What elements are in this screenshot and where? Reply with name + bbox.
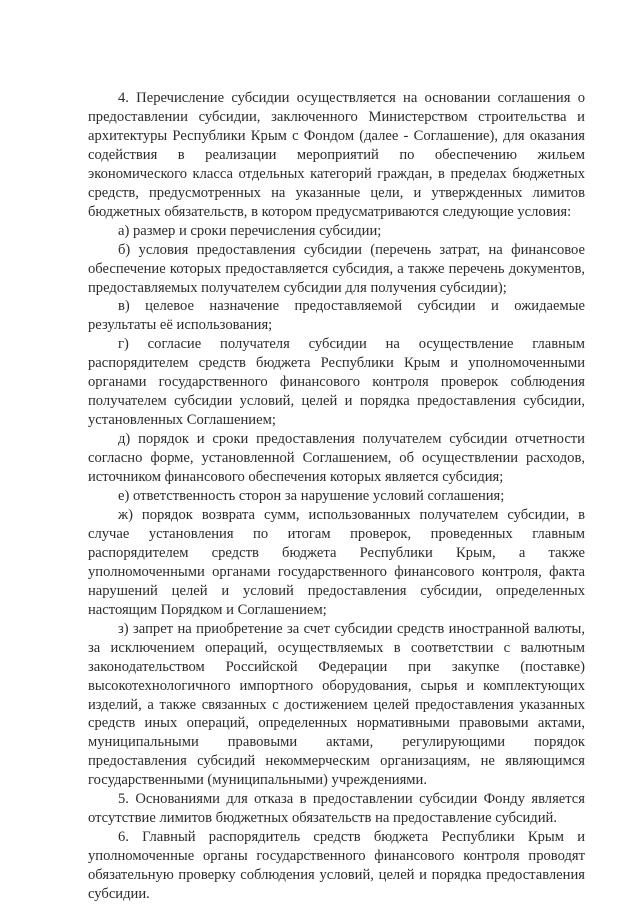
condition-d-reporting: д) порядок и сроки предоставления получателем субсидии отчетности согласно форме, установленной Соглашением, об осуществлении расходов, источником финансового обеспечения которых является субсидия;	[88, 431, 585, 486]
condition-e-liability: е) ответственность сторон за нарушение условий соглашения;	[118, 488, 505, 505]
condition-z-foreign-currency-ban: з) запрет на приобретение за счет субсидии средств иностранной валюты, за исключением операций, осуществляемых в соответствии с валютным законодательством Российской Федерации при закупке (поставке) высокотехнологичного импортного оборудования, сырья и комплектующих изделий, а также связанных с достижением целей предоставления указанных средств иных операций, определенных нормативными правовыми актами, муниципальными правовыми актами, регулирующими порядок предоставления субсидий некоммерческим организациям, не являющимся государственными (муниципальными) учреждениями.	[88, 620, 585, 789]
paragraph-4-transfer-terms: 4. Перечисление субсидии осуществляется на основании соглашения о предоставлении субсидии, заключенного Министерством строительства и архитектуры Республики Крым с Фондом (далее - Соглашение), для оказания содействия в реализации мероприятий по обеспечению жильем экономического класса отдельных категорий граждан, в пределах бюджетных средств, предусмотренных на указанные цели, и утвержденных лимитов бюджетных обязательств, в котором предусматриваются следующие условия:	[88, 90, 585, 220]
condition-a-amount-and-schedule: а) размер и сроки перечисления субсидии;	[118, 222, 382, 239]
document-page	[88, 89, 585, 904]
condition-g-consent-to-audit: г) согласие получателя субсидии на осуществление главным распорядителем средств бюджета Республики Крым и уполномоченными органами государственного финансового контроля проверок соблюдения получателем субсидии условий, целей и порядка предоставления субсидии, установленных Соглашением;	[88, 336, 585, 429]
condition-zh-refund-procedure: ж) порядок возврата сумм, использованных получателем субсидии, в случае установления по итогам проверок, проведенных главным распорядителем средств бюджета Республики Крым, а также уполномоченными органами государственного финансового контроля, факта нарушений целей и условий предоставления субсидии, определенных настоящим Порядком и Соглашением;	[88, 506, 585, 618]
paragraph-5-refusal-grounds: 5. Основаниями для отказа в предоставлении субсидии Фонду является отсутствие лимитов бюджетных обязательств на предоставление субсидий.	[88, 791, 585, 827]
condition-b-provision-terms: б) условия предоставления субсидии (перечень затрат, на финансовое обеспечение которых предоставляется субсидия, а также перечень документов, предоставляемых получателем субсидии для получения субсидии);	[88, 241, 585, 296]
paragraph-6-compliance-check: 6. Главный распорядитель средств бюджета Республики Крым и уполномоченные органы государственного финансового контроля проводят обязательную проверку соблюдения условий, целей и порядка предоставления субсидии.	[88, 829, 585, 903]
condition-v-purpose-and-results: в) целевое назначение предоставляемой субсидии и ожидаемые результаты её использования;	[88, 298, 585, 334]
